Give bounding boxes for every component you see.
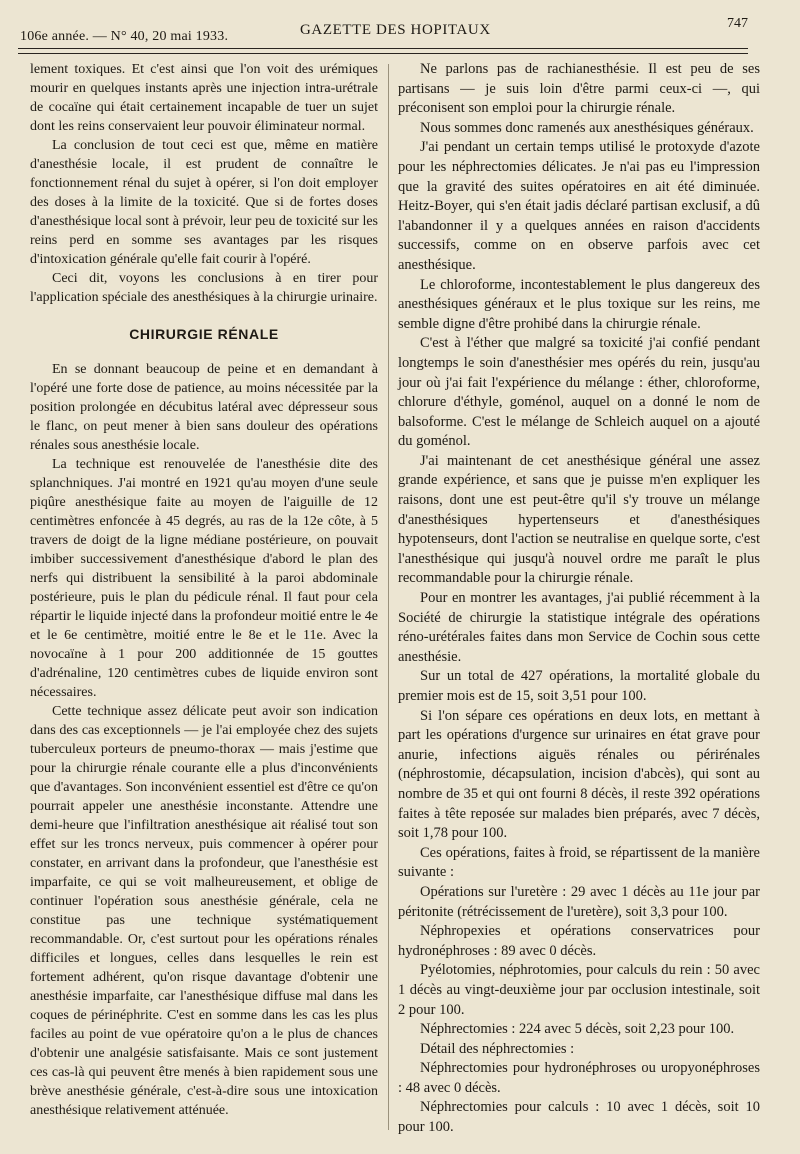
paragraph: Sur un total de 427 opérations, la mortalité globale du premier mois est de 15, soit 3,51 pour 100.	[398, 668, 760, 704]
paragraph: Opérations sur l'uretère : 29 avec 1 décès au 11e jour par péritonite (rétrécissement de l'uretère), soit 3,3 pour 100.	[398, 883, 760, 920]
paragraph: Néphrectomies pour hydronéphroses ou uropyonéphroses : 48 avec 0 décès.	[398, 1060, 760, 1096]
paragraph: La technique est renouvelée de l'anesthésie dite des splanchniques. J'ai montré en 1921 qu'au moyen d'une seule piqûre anesthésique faite au moyen de l'aiguille de 12 centimètres enfoncée à 45 degrés, au ras de la 12e côte, à 5 travers de doigt de la ligne médiane postérieure, on pouvait imbiber successivement d'anesthésique d'abord le plan des nerfs qui distribuent la sensibilité à la paroi abdominale postérieure, puis le plan du pédicule rénal. Il faut pour cela répartir le liquide injecté dans la profondeur moitié entre le 4e et le 6e centimètre, moitié entre le 8e et le 11e. Avec la novocaïne à 1 pour 200 additionnée de 15 gouttes d'adrénaline, 120 centimètres cubes de liquide environ sont nécessaires.	[30, 457, 378, 700]
paragraph: Cette technique assez délicate peut avoir son indication dans des cas exceptionnels — je l'ai employée chez des sujets tuberculeux porteurs de pneumo-thorax — mais j'estime que pour la chirurgie rénale courante elle a plus d'inconvénients que d'avantages. Son inconvénient essentiel est d'être ce qu'on pourrait appeler une anesthésie inconstante. Attendre une demi-heure que l'infiltration anesthésique ait réalisé tout son effet sur les troncs nerveux, puis commencer à opérer pour constater, en arrivant dans la profondeur, que l'anesthésie est imparfaite, ce qui se voit malheureusement, et oblige de continuer l'opération sous anesthésie générale, cela ne constitue pas une technique systématiquement recommandable. Or, c'est surtout pour les opérations rénales difficiles et longues, celles dans lesquelles le rein est fortement adhérent, qu'on risque davantage d'obtenir une anesthésie imparfaite, car l'anesthésique diffuse mal dans les coques de périnéphrite. C'est en somme dans les cas les plus faciles au point de vue opératoire qu'on a le plus de chances d'obtenir une analgésie satisfaisante. Mais ce sont justement ces cas-là qui peuvent être menés à bien rapidement sous une brève anesthésie générale, c'est-à-dire sous une intoxication anesthésique relativement atténuée.	[30, 704, 378, 1118]
header-rule	[18, 48, 748, 49]
section-heading: CHIRURGIE RÉNALE	[129, 326, 279, 342]
paragraph: Le chloroforme, incontestablement le plus dangereux des anesthésiques généraux et le plus toxique sur les reins, me semble digne d'être prohibé dans la chirurgie rénale.	[398, 276, 760, 332]
issue-info: 106e année. — N° 40, 20 mai 1933.	[20, 29, 229, 44]
paragraph: lement toxiques. Et c'est ainsi que l'on voit des urémiques mourir en quelques instants après une injection intra-urétrale de cocaïne qui était certainement incapable de tuer un sujet dont les reins conservaient leur pouvoir éliminateur normal.	[30, 62, 378, 134]
paragraph: J'ai pendant un certain temps utilisé le protoxyde d'azote pour les néphrectomies délicates. Je n'ai pas eu l'impression que la gravité des suites opératoires en ait été diminuée. Heitz-Boyer, qui s'en était jadis déclaré partisan exclusif, a dû l'abandonner il y a quelques années en raison d'accidents successifs, comme on en observe parfois avec cet anesthésique.	[398, 139, 760, 273]
paragraph: En se donnant beaucoup de peine et en demandant à l'opéré une forte dose de patience, au moins nécessitée par la position prolongée en décubitus latéral avec dépresseur sous le flanc, on peut mener à bien sans douleur des opérations rénales sous anesthésie locale.	[30, 362, 378, 453]
paragraph: J'ai maintenant de cet anesthésique général une assez grande expérience, et sans que je puisse m'en expliquer les raisons, dont une est peut-être qu'il s'y trouve un mélange d'anesthésiques hypertenseurs et d'anesthésiques hypotenseurs, dont l'action se neutralise en quelque sorte, c'est l'anesthésique qui jusqu'à nouvel ordre me paraît le plus recommandable pour la chirurgie rénale.	[398, 452, 760, 587]
paragraph: Néphropexies et opérations conservatrices pour hydronéphroses : 89 avec 0 décès.	[398, 923, 760, 959]
paragraph: Détail des néphrectomies :	[420, 1040, 575, 1057]
paragraph: La conclusion de tout ceci est que, même en matière d'anesthésie locale, il est prudent de connaître le fonctionnement rénal du sujet à opérer, si l'on doit employer des doses à la limite de la toxicité. Que si de fortes doses d'anesthésique local sont à prévoir, leur peu de toxicité sur les reins perd en somme ses avantages par les risques d'intoxication générale qu'elle fait courir à l'opéré.	[30, 138, 378, 267]
paragraph: Nous sommes donc ramenés aux anesthésiques généraux.	[420, 119, 754, 136]
page-number: 747	[727, 16, 748, 31]
paragraph: Ceci dit, voyons les conclusions à en tirer pour l'application spéciale des anesthésiques à la chirurgie urinaire.	[30, 271, 378, 305]
paragraph: Pyélotomies, néphrotomies, pour calculs du rein : 50 avec 1 décès au vingt-deuxième jour par occlusion intestinale, soit 2 pour 100.	[398, 962, 760, 1018]
journal-title: GAZETTE DES HOPITAUX	[300, 22, 491, 38]
paragraph: Néphrectomies : 224 avec 5 décès, soit 2,23 pour 100.	[420, 1021, 735, 1038]
paragraph: Néphrectomies pour calculs : 10 avec 1 décès, soit 10 pour 100.	[398, 1099, 760, 1136]
paragraph: Ces opérations, faites à froid, se répartissent de la manière suivante :	[398, 844, 760, 881]
right-column	[398, 60, 760, 1138]
left-column	[30, 60, 378, 1120]
header-rule-thin	[18, 53, 748, 54]
paragraph: Si l'on sépare ces opérations en deux lots, en mettant à part les opérations d'urgence sur urinaires en état grave pour anurie, infections aiguës rénales ou périrénales (néphrostomie, décapsulation, incision d'abcès), qui sont au nombre de 35 et qui ont fourni 8 décès, il reste 392 opérations faites à tête reposée sur malades bien préparés, avec 7 décès, soit 1,78 pour 100.	[398, 707, 760, 842]
paragraph: Pour en montrer les avantages, j'ai publié récemment à la Société de chirurgie la statistique intégrale des opérations réno-urétérales faites dans mon Service de Cochin sous cette anesthésie.	[398, 590, 760, 665]
page-header	[18, 16, 748, 46]
paragraph: Ne parlons pas de rachianesthésie. Il est peu de ses partisans — je suis loin d'être parmi ceux-ci —, qui préconisent son emploi pour la chirurgie rénale.	[398, 61, 760, 117]
column-divider	[388, 64, 389, 1130]
paragraph: C'est à l'éther que malgré sa toxicité j'ai confié pendant longtemps le soin d'anesthésier mes opérés du rein, jusqu'au jour où j'ai fait l'expérience du mélange : éther, chloroforme, chlorure d'éthyle, goménol, auquel on a donné le nom de balsoforme. C'est le mélange de Schleich auquel on a ajouté du goménol.	[398, 335, 760, 450]
